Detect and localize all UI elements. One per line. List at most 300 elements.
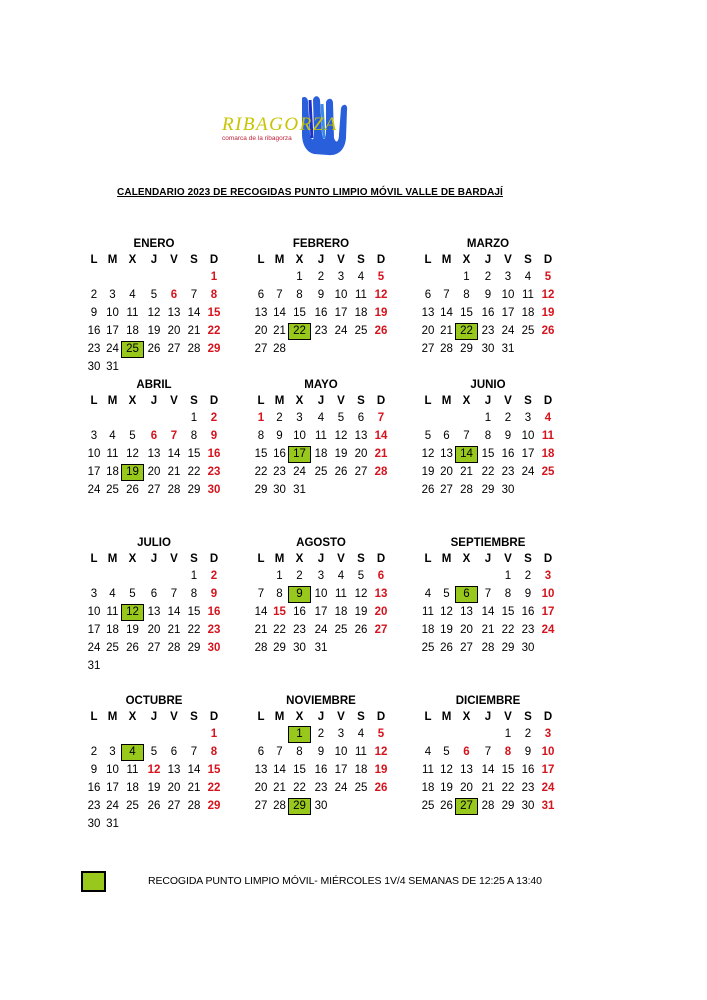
- day-cell: 25: [314, 466, 328, 478]
- day-cell: 3: [296, 412, 303, 424]
- day-cell: 18: [126, 325, 139, 337]
- day-cell: 18: [126, 782, 139, 794]
- day-cell: 28: [460, 484, 473, 496]
- day-cell: 20: [460, 624, 473, 636]
- weekday-header: [418, 252, 565, 269]
- week-row: [84, 410, 231, 428]
- empty-day-cell: [351, 482, 371, 499]
- day-cell: 11: [126, 307, 139, 319]
- day-cell: 14: [187, 307, 201, 319]
- month-name: FEBRERO: [292, 238, 350, 250]
- day-cell: 15: [207, 764, 221, 776]
- pickup-day-cell: 17: [288, 446, 311, 463]
- week-row: [84, 726, 231, 744]
- week-row: [418, 305, 565, 323]
- weekday-label: J: [317, 711, 325, 723]
- weekday-header: [84, 393, 231, 410]
- day-cell: 1: [190, 570, 198, 582]
- day-cell: 18: [521, 307, 535, 319]
- day-cell: 14: [167, 448, 181, 460]
- week-row: [251, 622, 398, 640]
- day-cell: 15: [460, 307, 473, 319]
- weekday-label: M: [274, 711, 285, 723]
- day-cell: 29: [254, 484, 268, 496]
- empty-day-cell: [331, 798, 351, 815]
- day-cell: 29: [207, 800, 221, 812]
- day-cell: 5: [129, 588, 136, 600]
- day-cell: 10: [541, 588, 555, 600]
- day-cell: 20: [254, 325, 268, 337]
- day-cell: 17: [87, 466, 101, 478]
- day-cell: 20: [354, 448, 368, 460]
- month-julio: [84, 536, 231, 676]
- day-cell: 26: [541, 325, 555, 337]
- day-cell: 5: [443, 746, 450, 758]
- day-cell: 17: [106, 325, 119, 337]
- week-row: [418, 482, 565, 500]
- week-row: [84, 464, 231, 482]
- empty-day-cell: [438, 269, 455, 286]
- month-junio: [418, 378, 565, 500]
- day-cell: 8: [210, 746, 218, 758]
- day-cell: 19: [440, 624, 453, 636]
- week-row: [251, 798, 398, 816]
- weekday-label: D: [376, 395, 386, 407]
- empty-day-cell: [104, 726, 121, 743]
- empty-day-cell: [184, 359, 204, 376]
- day-cell: 4: [424, 588, 432, 600]
- day-cell: 11: [315, 430, 327, 442]
- week-row: [84, 341, 231, 359]
- week-row: [251, 726, 398, 744]
- empty-day-cell: [351, 798, 371, 815]
- day-cell: 25: [354, 782, 368, 794]
- day-cell: 24: [334, 325, 348, 337]
- day-cell: 16: [481, 307, 495, 319]
- day-cell: 3: [504, 271, 512, 283]
- empty-day-cell: [164, 568, 184, 585]
- day-cell: 13: [254, 764, 268, 776]
- day-cell: 7: [170, 430, 178, 442]
- day-cell: 17: [334, 307, 348, 319]
- week-row: [251, 780, 398, 798]
- day-cell: 19: [126, 624, 139, 636]
- day-cell: 7: [484, 588, 492, 600]
- empty-day-cell: [518, 341, 538, 358]
- day-cell: 5: [357, 570, 365, 582]
- pickup-day-cell: 9: [288, 586, 311, 603]
- month-enero: [84, 237, 231, 377]
- month-name: JULIO: [137, 537, 171, 549]
- day-cell: 13: [374, 588, 388, 600]
- week-row: [251, 640, 398, 658]
- day-cell: 11: [522, 289, 534, 301]
- day-cell: 23: [481, 325, 495, 337]
- empty-day-cell: [478, 726, 498, 743]
- month-name: NOVIEMBRE: [286, 695, 356, 707]
- day-cell: 27: [147, 642, 161, 654]
- day-cell: 17: [87, 624, 101, 636]
- day-cell: 19: [147, 782, 161, 794]
- day-cell: 2: [524, 570, 532, 582]
- day-cell: 10: [541, 746, 555, 758]
- day-cell: 15: [481, 448, 495, 460]
- empty-day-cell: [164, 410, 184, 427]
- weekday-label: V: [170, 254, 178, 266]
- empty-day-cell: [104, 658, 121, 675]
- weekday-label: M: [274, 254, 285, 266]
- day-cell: 8: [210, 289, 218, 301]
- day-cell: 7: [190, 289, 198, 301]
- day-cell: 21: [460, 466, 473, 478]
- day-cell: 26: [334, 466, 348, 478]
- day-cell: 12: [440, 764, 453, 776]
- day-cell: 13: [421, 307, 435, 319]
- empty-day-cell: [371, 341, 391, 358]
- day-cell: 1: [504, 570, 512, 582]
- day-cell: 2: [210, 570, 218, 582]
- day-cell: 3: [337, 271, 345, 283]
- day-cell: 14: [187, 764, 201, 776]
- day-cell: 1: [296, 271, 303, 283]
- day-cell: 15: [293, 307, 306, 319]
- day-cell: 1: [257, 412, 265, 424]
- empty-day-cell: [351, 640, 371, 657]
- day-cell: 12: [374, 289, 388, 301]
- weekday-label: J: [150, 254, 158, 266]
- weekday-label: M: [441, 711, 452, 723]
- week-row: [251, 762, 398, 780]
- day-cell: 19: [440, 782, 453, 794]
- week-row: [251, 482, 398, 500]
- day-cell: 14: [374, 430, 388, 442]
- ribagorza-logo: [218, 94, 378, 156]
- empty-day-cell: [164, 359, 184, 376]
- weekday-label: M: [107, 395, 118, 407]
- day-cell: 2: [484, 271, 492, 283]
- day-cell: 24: [501, 325, 515, 337]
- empty-day-cell: [331, 341, 351, 358]
- day-cell: 19: [421, 466, 435, 478]
- weekday-label: J: [484, 254, 492, 266]
- weekday-label: L: [257, 395, 265, 407]
- day-cell: 21: [273, 782, 286, 794]
- day-cell: 24: [314, 624, 328, 636]
- day-cell: 25: [126, 800, 139, 812]
- day-cell: 25: [354, 325, 368, 337]
- day-cell: 10: [501, 289, 515, 301]
- weekday-label: J: [484, 711, 492, 723]
- day-cell: 10: [87, 448, 101, 460]
- day-cell: 8: [190, 430, 198, 442]
- week-row: [251, 269, 398, 287]
- pickup-day-cell: 6: [455, 586, 478, 603]
- empty-day-cell: [121, 568, 144, 585]
- day-cell: 22: [254, 466, 268, 478]
- month-name: AGOSTO: [296, 537, 346, 549]
- week-row: [251, 305, 398, 323]
- week-row: [418, 410, 565, 428]
- day-cell: 26: [440, 800, 453, 812]
- weekday-label: M: [107, 711, 118, 723]
- empty-day-cell: [351, 341, 371, 358]
- week-row: [418, 287, 565, 305]
- day-cell: 17: [501, 307, 515, 319]
- week-row: [84, 604, 231, 622]
- day-cell: 6: [257, 746, 265, 758]
- day-cell: 25: [421, 800, 435, 812]
- empty-day-cell: [204, 359, 224, 376]
- day-cell: 16: [521, 606, 535, 618]
- weekday-label: M: [441, 254, 452, 266]
- month-name: ABRIL: [136, 379, 172, 391]
- weekday-label: X: [128, 553, 137, 565]
- week-row: [418, 568, 565, 586]
- weekday-label: J: [150, 395, 158, 407]
- day-cell: 7: [190, 746, 198, 758]
- weekday-header: [84, 551, 231, 568]
- day-cell: 29: [501, 800, 515, 812]
- day-cell: 7: [170, 588, 178, 600]
- empty-day-cell: [121, 726, 144, 743]
- day-cell: 24: [541, 782, 555, 794]
- week-row: [251, 604, 398, 622]
- day-cell: 22: [293, 782, 306, 794]
- empty-day-cell: [121, 816, 144, 833]
- day-cell: 12: [334, 430, 348, 442]
- weekday-header: [418, 551, 565, 568]
- day-cell: 3: [90, 588, 98, 600]
- weekday-header: [418, 709, 565, 726]
- day-cell: 13: [167, 764, 181, 776]
- day-cell: 2: [317, 271, 325, 283]
- day-cell: 10: [334, 746, 348, 758]
- month-name: OCTUBRE: [125, 695, 183, 707]
- day-cell: 26: [147, 343, 161, 355]
- weekday-label: S: [524, 553, 532, 565]
- empty-day-cell: [184, 816, 204, 833]
- empty-day-cell: [84, 269, 104, 286]
- day-cell: 8: [504, 746, 512, 758]
- day-cell: 3: [544, 570, 552, 582]
- week-row: [418, 269, 565, 287]
- weekday-label: X: [295, 711, 304, 723]
- weekday-label: X: [462, 254, 471, 266]
- day-cell: 2: [317, 728, 325, 740]
- empty-day-cell: [204, 658, 224, 675]
- day-cell: 15: [273, 606, 286, 618]
- day-cell: 1: [210, 728, 218, 740]
- pickup-day-cell: 4: [121, 744, 144, 761]
- weekday-label: S: [357, 711, 365, 723]
- empty-day-cell: [418, 410, 438, 427]
- week-row: [251, 568, 398, 586]
- day-cell: 29: [273, 642, 286, 654]
- day-cell: 27: [354, 466, 368, 478]
- week-row: [84, 780, 231, 798]
- empty-day-cell: [438, 726, 455, 743]
- empty-day-cell: [121, 269, 144, 286]
- empty-day-cell: [271, 269, 288, 286]
- weekday-label: V: [170, 395, 178, 407]
- weekday-label: D: [376, 711, 386, 723]
- day-cell: 13: [460, 764, 473, 776]
- day-cell: 9: [210, 588, 218, 600]
- day-cell: 26: [421, 484, 435, 496]
- weekday-label: L: [90, 711, 98, 723]
- day-cell: 27: [421, 343, 435, 355]
- week-row: [418, 798, 565, 816]
- day-cell: 9: [524, 746, 532, 758]
- day-cell: 19: [147, 325, 161, 337]
- day-cell: 30: [87, 361, 101, 373]
- weekday-label: D: [543, 254, 553, 266]
- weekday-label: J: [317, 553, 325, 565]
- week-row: [84, 816, 231, 834]
- logo-subtitle: comarca de la ribagorza: [222, 135, 292, 142]
- day-cell: 10: [106, 764, 119, 776]
- day-cell: 16: [207, 448, 221, 460]
- day-cell: 29: [481, 484, 495, 496]
- month-noviembre: [251, 694, 398, 816]
- day-cell: 1: [463, 271, 470, 283]
- day-cell: 27: [374, 624, 388, 636]
- weekday-label: V: [337, 254, 345, 266]
- empty-day-cell: [144, 359, 164, 376]
- day-cell: 17: [521, 448, 535, 460]
- day-cell: 11: [422, 606, 434, 618]
- day-cell: 7: [377, 412, 385, 424]
- day-cell: 12: [421, 448, 435, 460]
- weekday-label: S: [190, 395, 198, 407]
- empty-day-cell: [455, 410, 478, 427]
- day-cell: 27: [167, 343, 181, 355]
- weekday-label: M: [441, 395, 452, 407]
- day-cell: 26: [126, 642, 139, 654]
- day-cell: 30: [87, 818, 101, 830]
- month-name: SEPTIEMBRE: [450, 537, 526, 549]
- weekday-header: [418, 393, 565, 410]
- day-cell: 31: [87, 660, 101, 672]
- month-name: MAYO: [304, 379, 338, 391]
- day-cell: 4: [109, 588, 116, 600]
- day-cell: 4: [357, 728, 365, 740]
- week-row: [84, 744, 231, 762]
- day-cell: 23: [521, 782, 535, 794]
- day-cell: 30: [521, 800, 535, 812]
- empty-day-cell: [251, 269, 271, 286]
- weekday-label: L: [257, 254, 265, 266]
- month-name: ENERO: [133, 238, 175, 250]
- weekday-label: V: [337, 553, 345, 565]
- day-cell: 8: [190, 588, 198, 600]
- day-cell: 28: [187, 343, 201, 355]
- day-cell: 11: [106, 606, 119, 618]
- day-cell: 7: [276, 289, 283, 301]
- day-cell: 24: [87, 484, 101, 496]
- day-cell: 9: [210, 430, 218, 442]
- day-cell: 6: [170, 746, 178, 758]
- weekday-label: V: [504, 711, 512, 723]
- empty-day-cell: [84, 568, 104, 585]
- day-cell: 10: [106, 307, 119, 319]
- day-cell: 21: [187, 782, 201, 794]
- empty-day-cell: [164, 658, 184, 675]
- day-cell: 4: [544, 412, 552, 424]
- day-cell: 12: [440, 606, 453, 618]
- day-cell: 24: [87, 642, 101, 654]
- day-cell: 6: [377, 570, 385, 582]
- day-cell: 18: [541, 448, 555, 460]
- day-cell: 30: [501, 484, 515, 496]
- weekday-label: V: [337, 711, 345, 723]
- weekday-header: [251, 551, 398, 568]
- month-agosto: [251, 536, 398, 658]
- weekday-label: J: [150, 711, 158, 723]
- day-cell: 14: [440, 307, 453, 319]
- empty-day-cell: [251, 726, 271, 743]
- day-cell: 15: [501, 606, 515, 618]
- day-cell: 11: [422, 764, 434, 776]
- week-row: [84, 323, 231, 341]
- day-cell: 29: [501, 642, 515, 654]
- week-row: [84, 568, 231, 586]
- empty-day-cell: [478, 568, 498, 585]
- weekday-label: J: [484, 395, 492, 407]
- day-cell: 21: [481, 782, 495, 794]
- day-cell: 5: [337, 412, 345, 424]
- week-row: [251, 287, 398, 305]
- day-cell: 6: [150, 430, 158, 442]
- weekday-label: L: [90, 395, 98, 407]
- day-cell: 20: [167, 782, 181, 794]
- day-cell: 1: [276, 570, 283, 582]
- empty-day-cell: [331, 482, 351, 499]
- day-cell: 16: [521, 764, 535, 776]
- pickup-day-cell: 1: [288, 726, 311, 743]
- weekday-label: S: [190, 553, 198, 565]
- day-cell: 22: [207, 782, 221, 794]
- day-cell: 6: [357, 412, 365, 424]
- weekday-label: V: [504, 553, 512, 565]
- day-cell: 3: [524, 412, 532, 424]
- day-cell: 5: [443, 588, 450, 600]
- day-cell: 13: [147, 448, 161, 460]
- week-row: [84, 640, 231, 658]
- weekday-label: S: [524, 395, 532, 407]
- empty-day-cell: [538, 341, 558, 358]
- weekday-label: D: [209, 553, 219, 565]
- day-cell: 16: [273, 448, 286, 460]
- day-cell: 4: [424, 746, 432, 758]
- day-cell: 12: [147, 307, 161, 319]
- empty-day-cell: [104, 410, 121, 427]
- empty-day-cell: [184, 658, 204, 675]
- weekday-label: S: [524, 254, 532, 266]
- pickup-day-cell: 29: [288, 798, 311, 815]
- week-row: [251, 323, 398, 341]
- month-marzo: [418, 237, 565, 359]
- pickup-day-cell: 27: [455, 798, 478, 815]
- week-row: [251, 410, 398, 428]
- day-cell: 10: [293, 430, 306, 442]
- day-cell: 8: [276, 588, 283, 600]
- day-cell: 31: [501, 343, 515, 355]
- week-row: [84, 762, 231, 780]
- weekday-label: L: [424, 254, 432, 266]
- day-cell: 21: [440, 325, 453, 337]
- day-cell: 15: [187, 606, 201, 618]
